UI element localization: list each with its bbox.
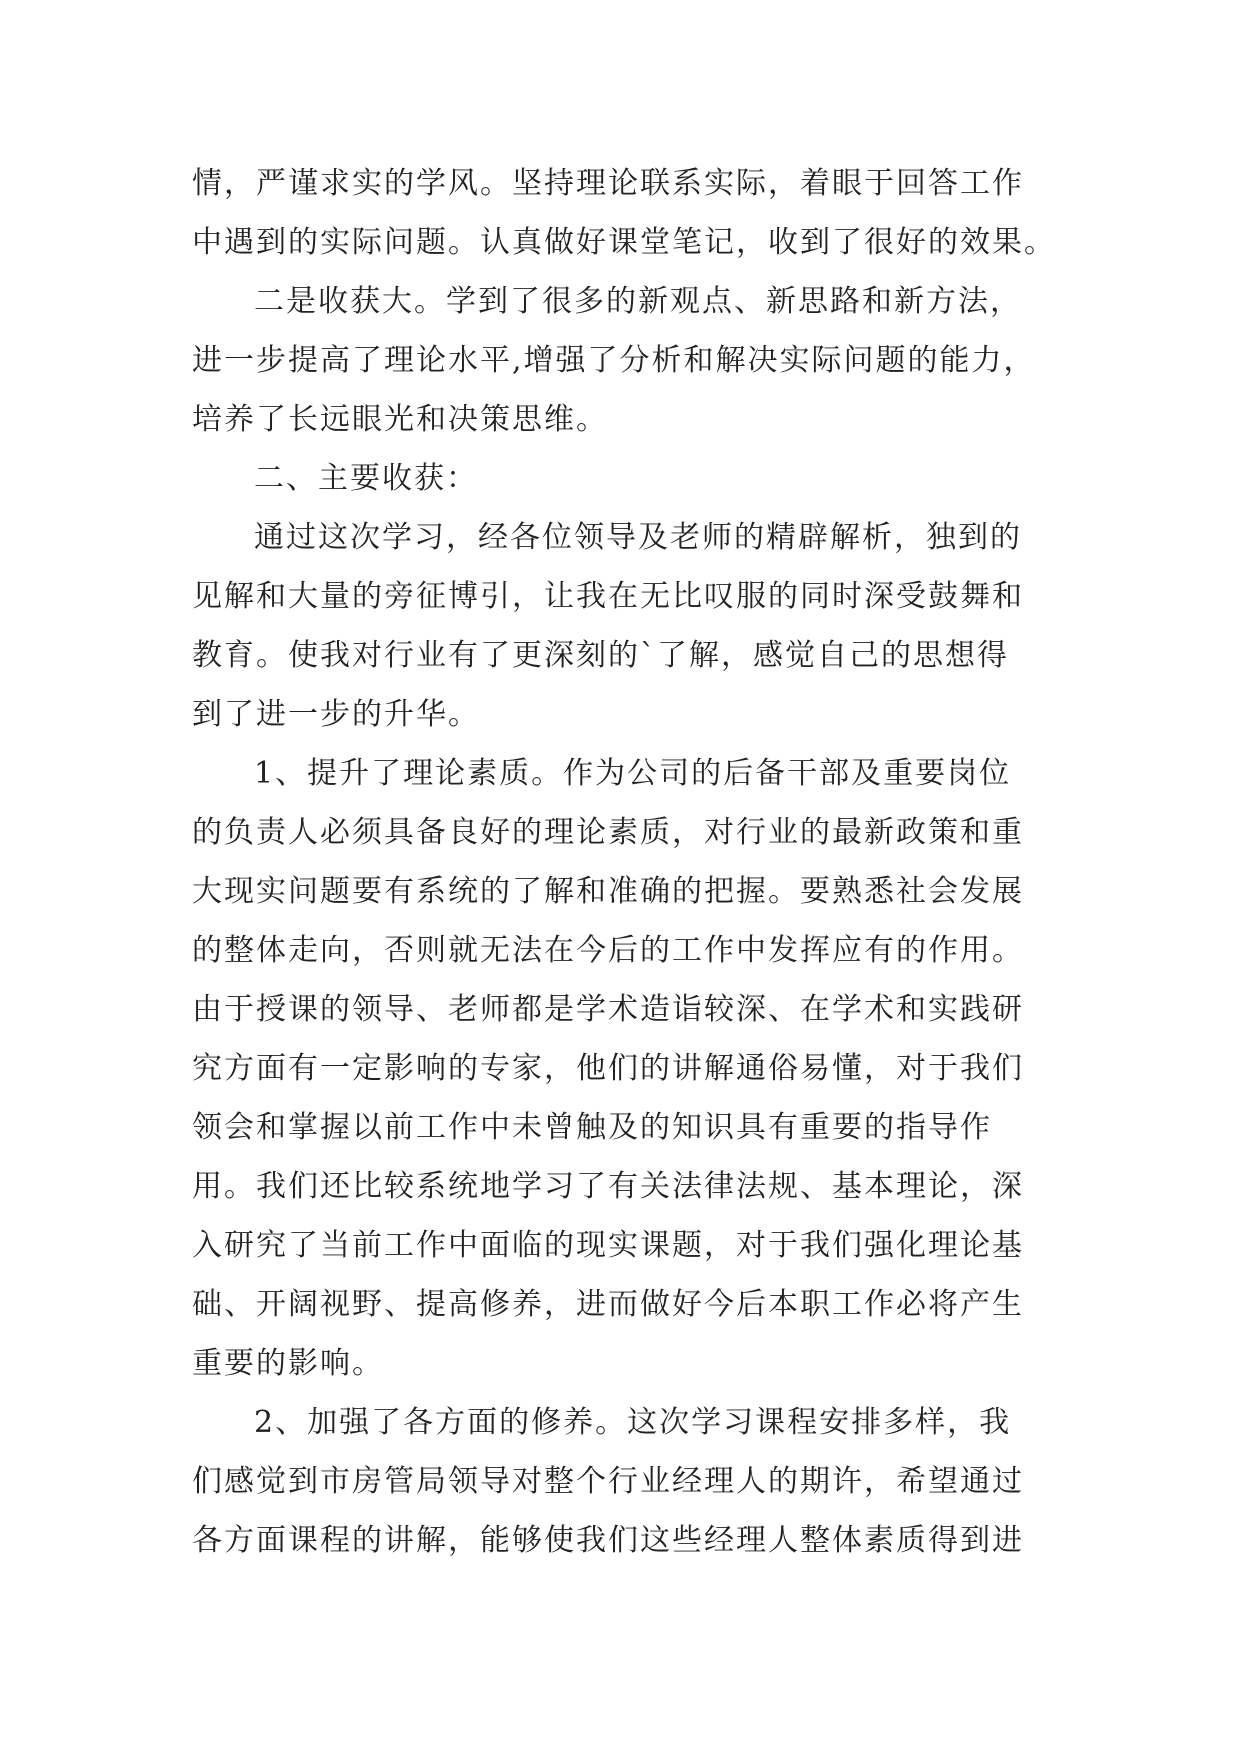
text-line: 由于授课的领导、老师都是学术造诣较深、在学术和实践研 <box>192 992 1024 1027</box>
paragraph-start-line: 二是收获大。学到了很多的新观点、新思路和新方法， <box>254 284 1022 319</box>
paragraph-start-line: 通过这次学习，经各位领导及老师的精辟解析，独到的 <box>254 520 1022 555</box>
text-line: 用。我们还比较系统地学习了有关法律法规、基本理论，深 <box>192 1169 1024 1204</box>
paragraph-start-line: 2、加强了各方面的修养。这次学习课程安排多样，我 <box>254 1405 1012 1440</box>
text-line: 见解和大量的旁征博引，让我在无比叹服的同时深受鼓舞和 <box>192 579 1024 614</box>
paragraph-start-line: 1、提升了理论素质。作为公司的后备干部及重要岗位 <box>254 756 1012 791</box>
text-line: 入研究了当前工作中面临的现实课题，对于我们强化理论基 <box>192 1228 1024 1263</box>
text-line: 情，严谨求实的学风。坚持理论联系实际，着眼于回答工作 <box>192 166 1024 201</box>
text-line: 础、开阔视野、提高修养，进而做好今后本职工作必将产生 <box>192 1287 1024 1322</box>
text-line: 领会和掌握以前工作中未曾触及的知识具有重要的指导作 <box>192 1110 992 1145</box>
section-heading: 二、主要收获： <box>254 461 478 496</box>
text-line: 进一步提高了理论水平,增强了分析和解决实际问题的能力， <box>192 343 1036 378</box>
text-line: 培养了长远眼光和决策思维。 <box>192 402 608 437</box>
text-line: 的整体走向，否则就无法在今后的工作中发挥应有的作用。 <box>192 933 1024 968</box>
body-text <box>192 154 1062 1570</box>
text-line: 中遇到的实际问题。认真做好课堂笔记，收到了很好的效果。 <box>192 225 1056 260</box>
text-line: 教育。使我对行业有了更深刻的`了解，感觉自己的思想得 <box>192 638 1009 673</box>
text-line: 重要的影响。 <box>192 1346 384 1381</box>
text-line: 各方面课程的讲解，能够使我们这些经理人整体素质得到进 <box>192 1523 1024 1558</box>
text-line: 的负责人必须具备良好的理论素质，对行业的最新政策和重 <box>192 815 1024 850</box>
text-line: 究方面有一定影响的专家，他们的讲解通俗易懂，对于我们 <box>192 1051 1024 1086</box>
text-line: 到了进一步的升华。 <box>192 697 480 732</box>
text-line: 们感觉到市房管局领导对整个行业经理人的期许，希望通过 <box>192 1464 1024 1499</box>
text-line: 大现实问题要有系统的了解和准确的把握。要熟悉社会发展 <box>192 874 1024 909</box>
